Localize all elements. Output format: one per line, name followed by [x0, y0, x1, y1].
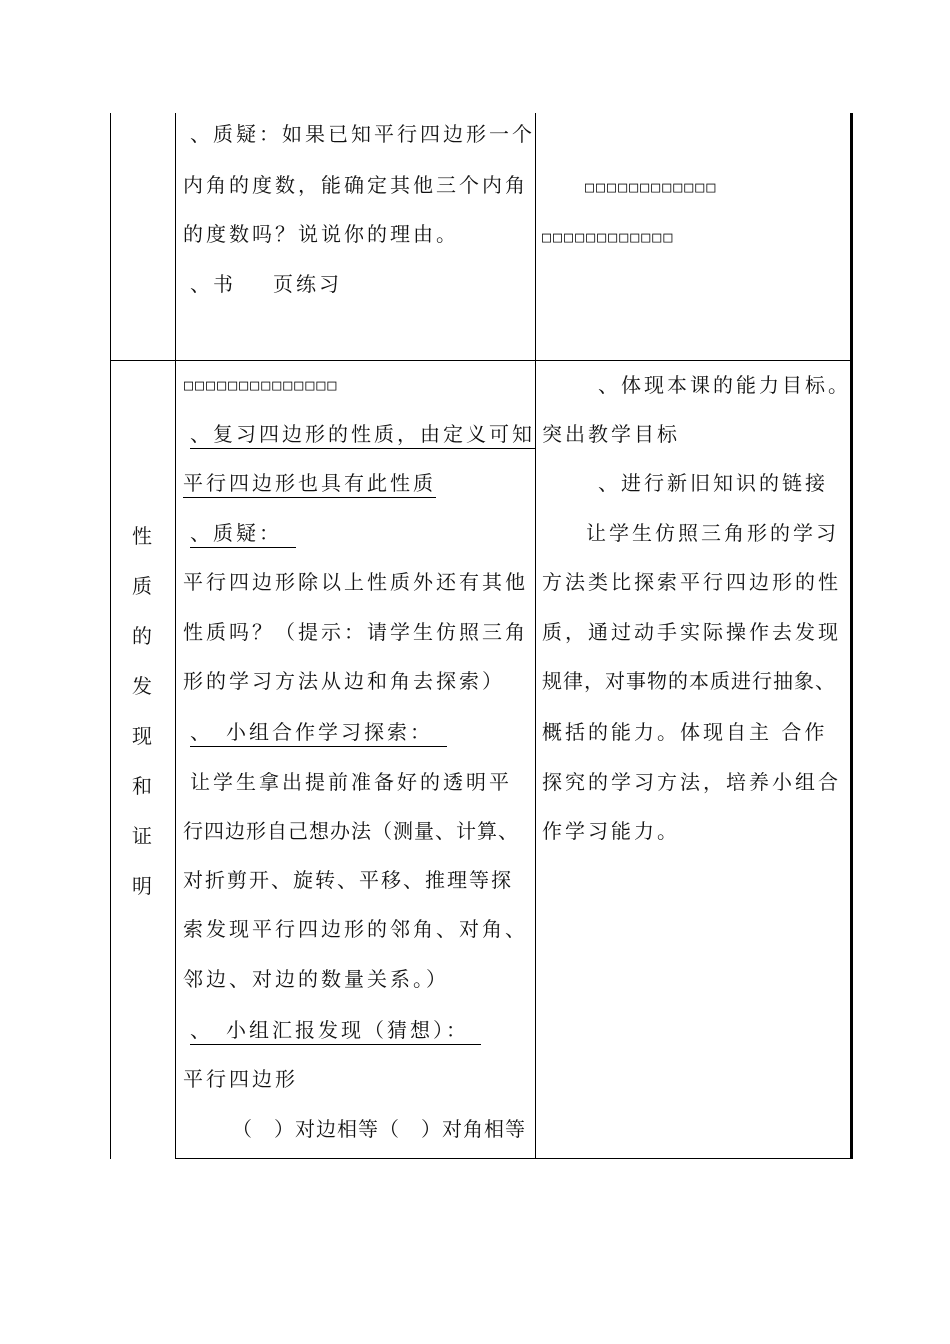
row2-right-line8: 概括的能力。体现自主 合作 — [542, 720, 828, 744]
row2-right-line5: 方法类比探索平行四边形的性 — [542, 570, 841, 594]
row1-mid-line2: 内角的度数，能确定其他三个内角 — [183, 173, 528, 197]
row2-right-line2: 突出教学目标 — [542, 422, 680, 446]
row2-mid-line3: 、质疑： — [190, 520, 296, 548]
row1-mid-line4: 、书 — [190, 272, 236, 296]
title-char-1: 性 — [132, 524, 152, 548]
table-right-border — [850, 113, 853, 1159]
row2-mid-line4: 平行四边形除以上性质外还有其他 — [183, 570, 528, 594]
row1-mid-line4b: 页练习 — [273, 272, 342, 296]
title-char-4: 发 — [132, 674, 152, 698]
row1-right-line2: □□□□□□□□□□□□ — [542, 228, 675, 246]
row2-mid-line7: 、 小组合作学习探索： — [190, 719, 447, 747]
row2-right-line1: 、体现本课的能力目标。 — [598, 373, 851, 397]
title-char-5: 现 — [132, 724, 152, 748]
row2-mid-line15: （ ）对边相等（ ）对角相等 — [232, 1117, 526, 1141]
row2-right-line9: 探究的学习方法，培养小组合 — [542, 770, 841, 794]
title-char-3: 的 — [132, 624, 152, 648]
row2-mid-line5: 性质吗？（提示：请学生仿照三角 — [183, 620, 528, 644]
title-char-6: 和 — [132, 774, 152, 798]
title-char-8: 明 — [132, 874, 152, 898]
row1-right-line1: □□□□□□□□□□□□ — [585, 178, 718, 196]
table-col-divider-1 — [175, 113, 176, 1159]
row2-mid-line9: 行四边形自己想办法（测量、计算、 — [183, 819, 519, 843]
row2-mid-line2: 平行四边形也具有此性质 — [183, 470, 436, 498]
row2-mid-line11: 索发现平行四边形的邻角、对角、 — [183, 917, 528, 941]
row2-right-line3: 、进行新旧知识的链接 — [598, 471, 828, 495]
title-char-2: 质 — [132, 574, 152, 598]
table-bottom-border — [175, 1158, 852, 1159]
row1-mid-line3: 的度数吗？说说你的理由。 — [183, 222, 459, 246]
row2-right-line7: 规律，对事物的本质进行抽象、 — [542, 669, 836, 693]
row2-mid-line1: 、复习四边形的性质，由定义可知 — [190, 421, 535, 449]
title-char-7: 证 — [132, 824, 152, 848]
row1-mid-line1: 、质疑：如果已知平行四边形一个 — [190, 122, 535, 146]
table-left-border — [110, 113, 111, 1159]
row2-right-line4: 让学生仿照三角形的学习 — [586, 521, 839, 545]
table-row-divider — [110, 360, 852, 361]
row2-mid-line8: 让学生拿出提前准备好的透明平 — [190, 770, 512, 794]
row2-mid-line13: 、 小组汇报发现（猜想）： — [190, 1017, 481, 1045]
table-col-divider-2 — [535, 113, 536, 1159]
row2-mid-line12: 邻边、对边的数量关系。） — [183, 967, 449, 991]
row2-mid-line10: 对折剪开、旋转、平移、推理等探 — [183, 868, 513, 892]
row2-mid-line14: 平行四边形 — [183, 1067, 298, 1091]
row2-right-line10: 作学习能力。 — [542, 819, 680, 843]
row2-right-line6: 质，通过动手实际操作去发现 — [542, 620, 841, 644]
row2-mid-line0: □□□□□□□□□□□□□□ — [184, 376, 339, 394]
row2-mid-line6: 形的学习方法从边和角去探索） — [183, 669, 505, 693]
